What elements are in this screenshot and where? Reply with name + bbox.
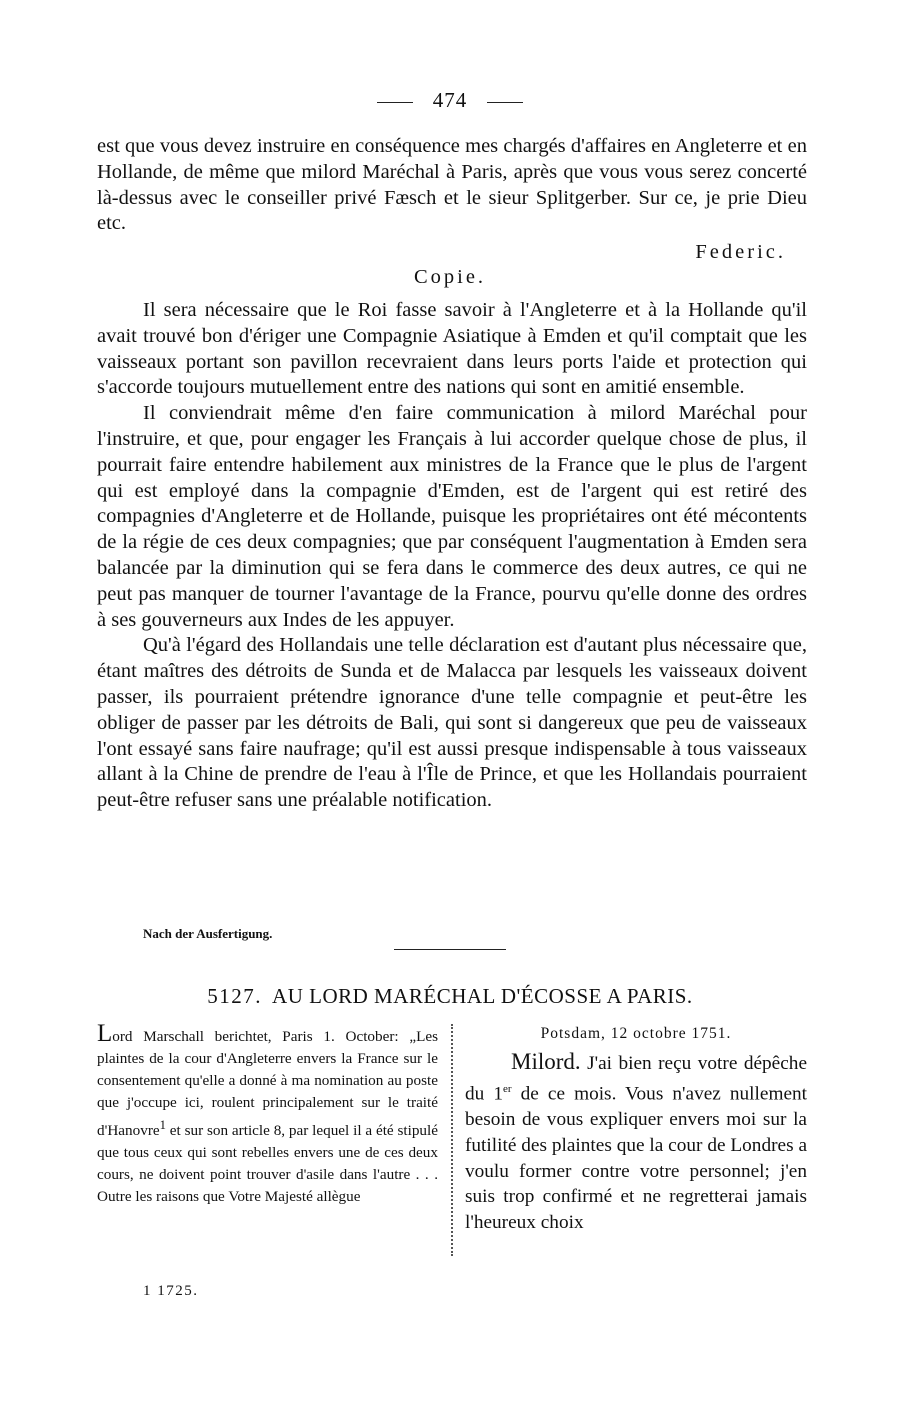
- signature: Federic.: [695, 241, 786, 263]
- summary-text-continued: et sur son article 8, par lequel il a été stipulé que tous ceux qui sont rebelles envers une de ces deux cours, ne doivent point trouver d'asile dans l'autre . . . Outre les raisons que Votre Majesté allègue: [97, 1122, 438, 1206]
- salutation: Milord.: [511, 1049, 581, 1074]
- page-header: [0, 88, 900, 113]
- memo-paragraph-1: Il sera nécessaire que le Roi fasse savoir à l'Angleterre et à la Hollande qu'il avait trouvé bon d'ériger une Compagnie Asiatique à Emden et qu'il comptait que les vaisseaux portant son pavillon recevraient dans leurs ports l'aide et protection qui s'accorde toujours mutuellement entre des nations qui sont en amitié ensemble.: [97, 299, 807, 399]
- letter-body: [465, 1049, 807, 1236]
- source-note: Nach der Ausfertigung.: [143, 926, 273, 941]
- column-divider: [451, 1024, 453, 1256]
- intro-paragraph-block: [97, 134, 807, 237]
- dateline-place: Potsdam,: [540, 1025, 606, 1042]
- copie-heading: Copie.: [413, 266, 487, 288]
- intro-paragraph: est que vous devez instruire en conséquence mes chargés d'affaires en Angleterre et en Hollande, de même que milord Maréchal à Paris, après que vous vous serez concerté là-dessus avec le conseiller privé Fæsch et le sieur Splitgerber. Sur ce, je prie Dieu etc.: [97, 135, 807, 235]
- page-number: 474: [432, 88, 468, 112]
- footnote-ref: 1: [159, 1118, 166, 1132]
- header-dash-left: [377, 102, 413, 103]
- summary-column: [97, 1020, 438, 1208]
- letter-number: 5127.: [207, 984, 263, 1008]
- letter-body-text: J'ai bien reçu votre dépêche du 1: [465, 1053, 807, 1105]
- section-rule: [394, 949, 506, 950]
- memo-paragraph-3: Qu'à l'égard des Hollandais une telle déclaration est d'autant plus nécessaire que, étant maîtres des détroits de Sunda et de Malacca par lesquels les vaisseaux doivent passer, ils pourraient prétendre ignorance d'une telle compagnie et peut-être les obliger de passer par les détroits de Bali, qui sont si dangereux que peu de vaisseaux l'ont essayé sans faire naufrage; qu'il est aussi presque indispensable à tous vaisseaux allant à la Chine de prendre de l'eau à l'Île de Prince, et que les Hollandais pourraient peut-être refuser sans une préalable notification.: [97, 634, 807, 812]
- memo-paragraph-2: Il conviendrait même d'en faire communication à milord Maréchal pour l'instruire, et que, pour engager les Français à lui accorder quelque chose de plus, il pourrait faire entendre habilement aux ministres de la France que le plus de l'argent qui est employé dans la compagnie d'Emden, est de l'argent qui est retiré des compagnies d'Angleterre et de Hollande, puisque les propriétaires ont été mécontents de la régie de ces deux compagnies; que par conséquent l'augmentation à Emden sera balancée par la diminution qui se fera dans le commerce des deux autres, ce qui ne peut pas manquer de tourner l'avantage de la France, pourvu qu'elle donne des ordres à ses gouverneurs aux Indes de les appuyer.: [97, 402, 807, 631]
- ordinal-superscript: er: [503, 1082, 512, 1095]
- summary-initial: L: [97, 1020, 113, 1047]
- letter-column: [465, 1023, 807, 1236]
- header-dash-right: [487, 102, 523, 103]
- letter-body-text-continued: de ce mois. Vous n'avez nullement besoin de vous expliquer envers moi sur la futilité des plaintes que la cour de Londres a voulu former contre votre personnel; j'en suis trop confirmé et ne regretterai jamais l'heureux choix: [465, 1083, 807, 1234]
- letter-title: AU LORD MARÉCHAL D'ÉCOSSE A PARIS.: [272, 984, 693, 1008]
- dateline: [465, 1023, 807, 1045]
- summary-text: ord Marschall berichtet, Paris 1. October: „Les plaintes de la cour d'Angleterre envers la France sur le consentement qu'elle a donné à ma nomination au poste que j'occupe ici, roulent principalement sur le traité d'Hanovre: [97, 1028, 438, 1140]
- footnote: 1 1725.: [143, 1283, 199, 1299]
- memo-body: [97, 298, 807, 814]
- dateline-date: 12 octobre 1751.: [610, 1025, 732, 1042]
- letter-heading: [0, 984, 900, 1009]
